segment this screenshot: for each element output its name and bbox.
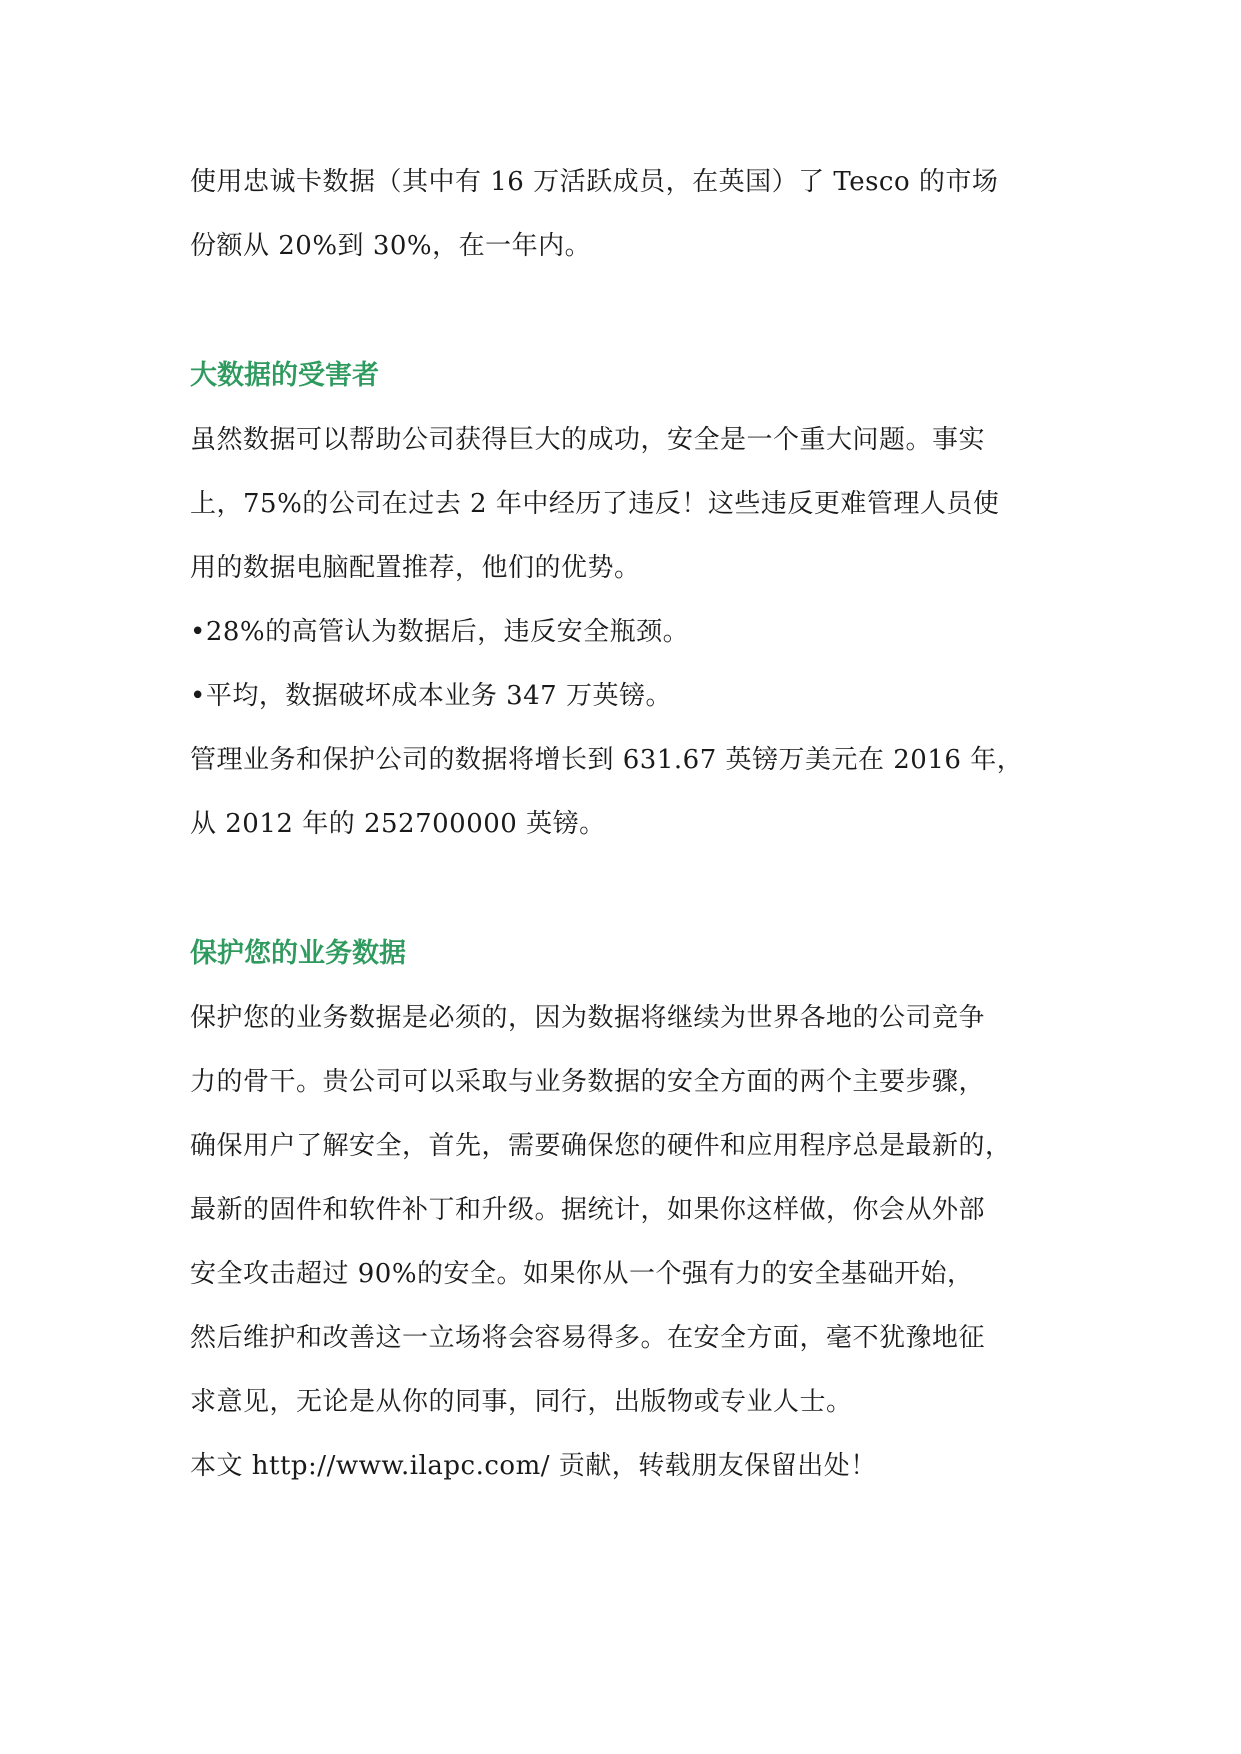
bullet-item: •28%的高管认为数据后，违反安全瓶颈。 xyxy=(190,617,690,647)
text-line: 求意见，无论是从你的同事，同行，出版物或专业人士。 xyxy=(190,1387,853,1417)
text-line: 虽然数据可以帮助公司获得巨大的成功，安全是一个重大问题。事实 xyxy=(190,425,986,455)
text-line: 确保用户了解安全，首先，需要确保您的硬件和应用程序总是最新的， xyxy=(190,1131,1012,1161)
text-line: 份额从 20%到 30%，在一年内。 xyxy=(190,231,592,261)
victims-paragraph xyxy=(190,408,1055,856)
text-line: 然后维护和改善这一立场将会容易得多。在安全方面，毫不犹豫地征 xyxy=(190,1323,986,1353)
section-heading-victims: 大数据的受害者 xyxy=(190,360,379,391)
section-heading-protect: 保护您的业务数据 xyxy=(190,938,406,969)
text-line: 上，75%的公司在过去 2 年中经历了违反！这些违反更难管理人员使 xyxy=(190,489,1000,519)
text-line: 力的骨干。贵公司可以采取与业务数据的安全方面的两个主要步骤， xyxy=(190,1067,986,1097)
document-body xyxy=(190,150,1055,1498)
text-line: 从 2012 年的 252700000 英镑。 xyxy=(190,809,606,839)
credit-line: 本文 http://www.ilapc.com/ 贡献，转载朋友保留出处！ xyxy=(190,1451,877,1481)
text-line: 管理业务和保护公司的数据将增长到 631.67 英镑万美元在 2016 年， xyxy=(190,745,1024,775)
text-line: 用的数据电脑配置推荐，他们的优势。 xyxy=(190,553,641,583)
text-line: 安全攻击超过 90%的安全。如果你从一个强有力的安全基础开始， xyxy=(190,1259,974,1289)
text-line: 最新的固件和软件补丁和升级。据统计，如果你这样做，你会从外部 xyxy=(190,1195,986,1225)
protect-paragraph xyxy=(190,986,1055,1498)
section-gap xyxy=(190,856,1055,922)
intro-paragraph xyxy=(190,150,1055,278)
text-line: 使用忠诚卡数据（其中有 16 万活跃成员，在英国）了 Tesco 的市场 xyxy=(190,167,999,197)
bullet-item: •平均，数据破坏成本业务 347 万英镑。 xyxy=(190,681,672,711)
text-line: 保护您的业务数据是必须的，因为数据将继续为世界各地的公司竞争 xyxy=(190,1003,986,1033)
section-gap xyxy=(190,278,1055,344)
